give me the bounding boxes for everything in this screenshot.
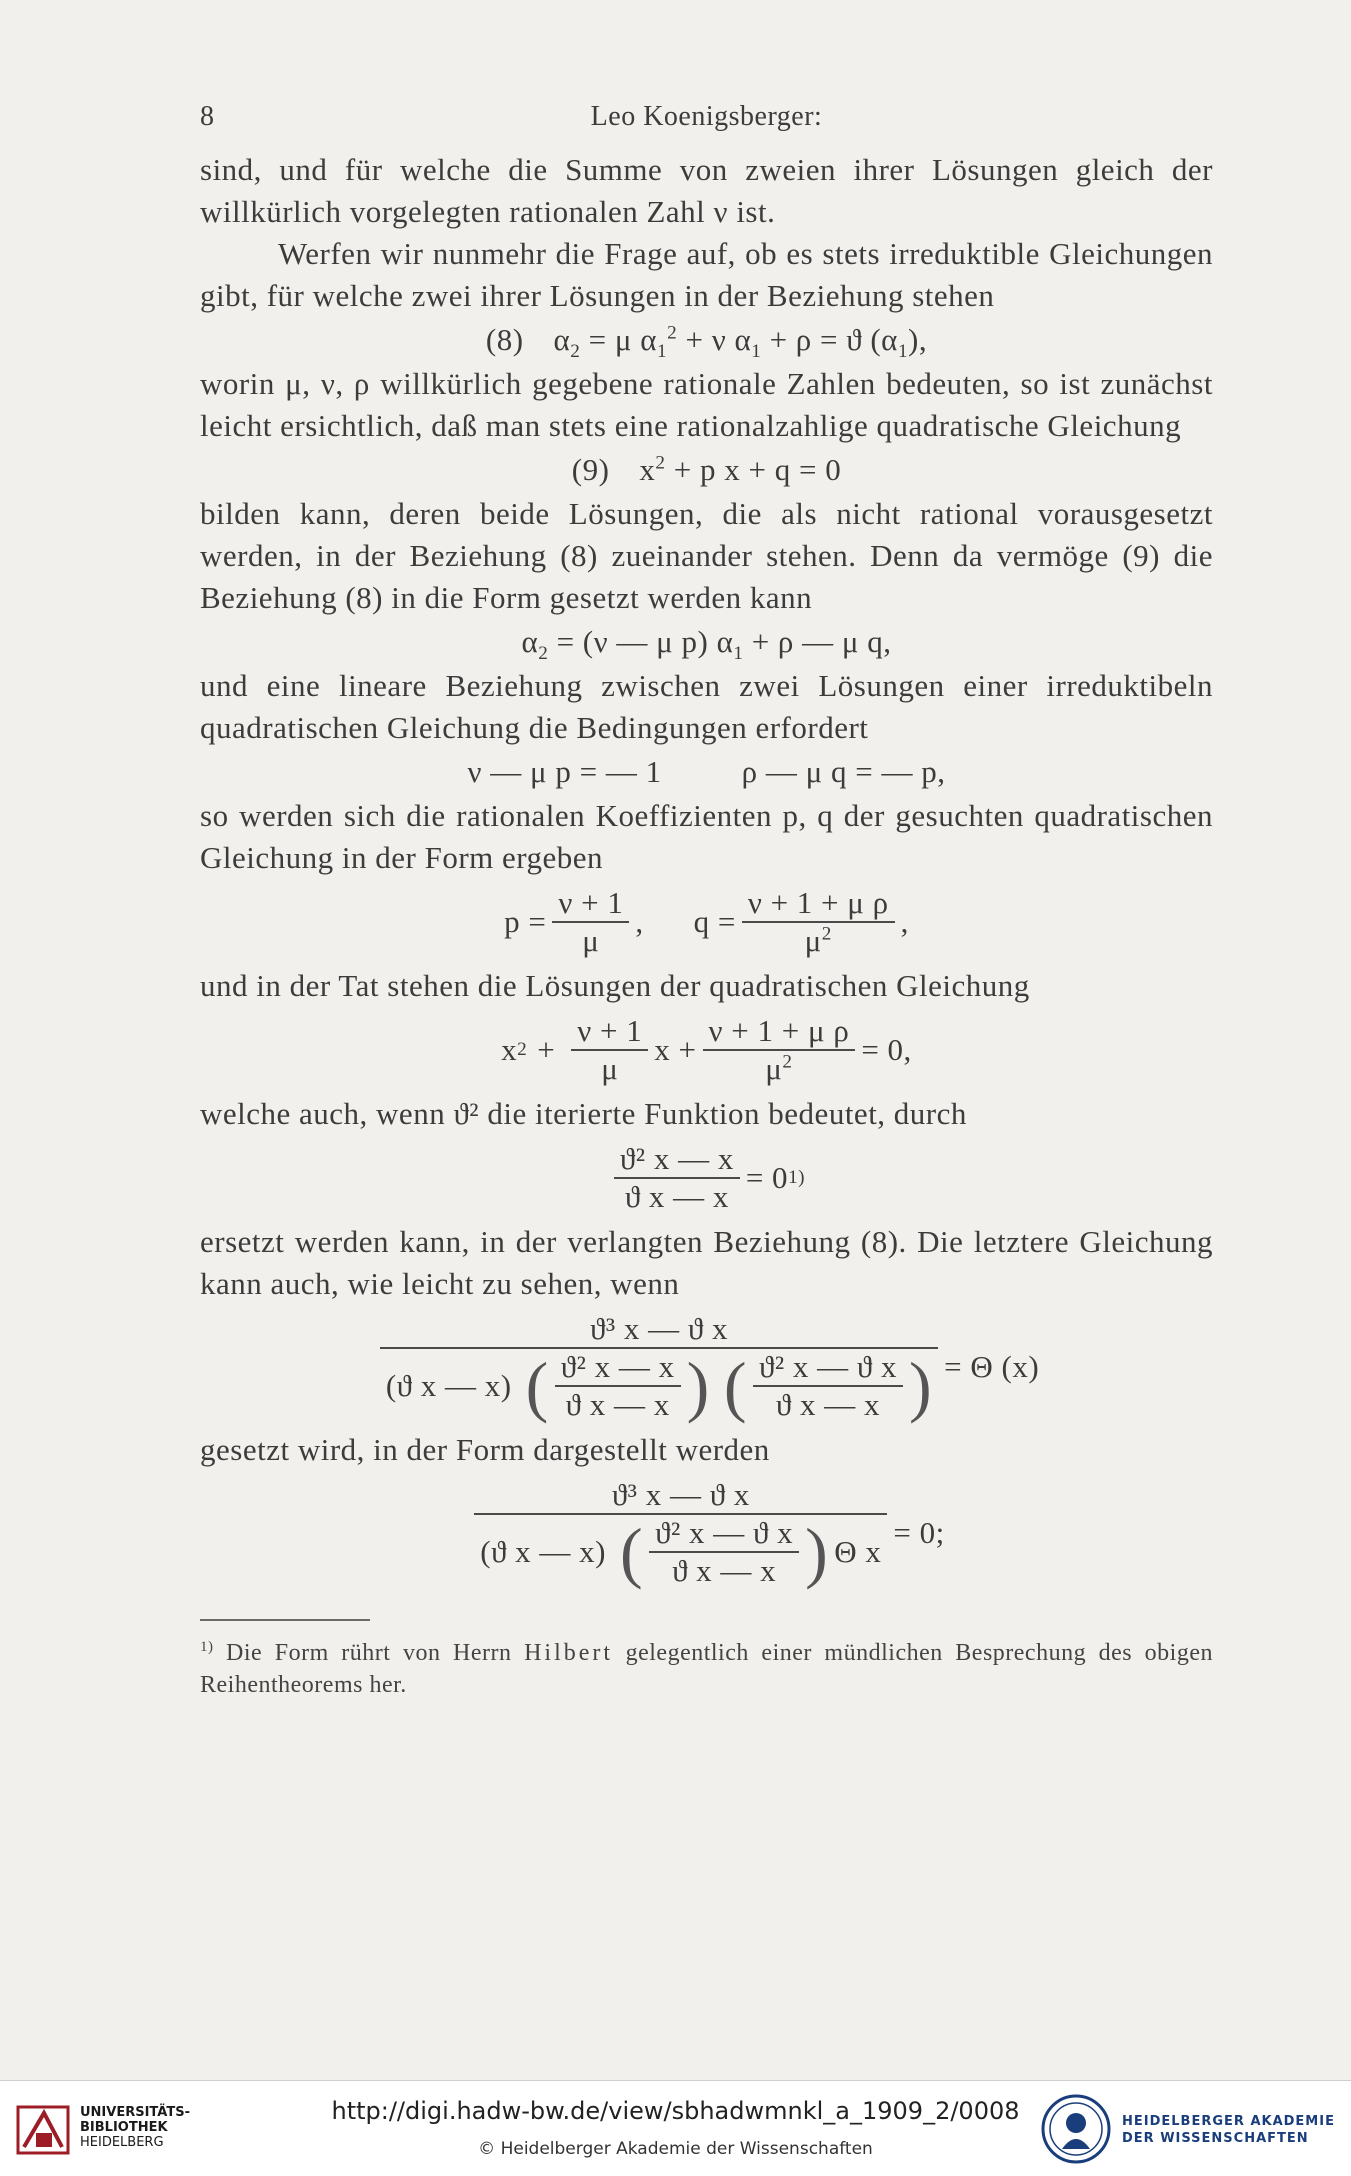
page-number: 8 bbox=[200, 101, 215, 132]
paragraph-9: ersetzt werden kann, in der verlangten Beziehung (8). Die letztere Gleichung kann auch, wie leicht zu sehen, wenn bbox=[200, 1224, 1213, 1301]
running-title: Leo Koenigsberger: bbox=[590, 101, 823, 132]
equation-theta: ϑ³ x — ϑ x (ϑ x — x) ( $\frac{\text{ϑ² x — x}}{\text{ϑ x — x}}$ ) ( $\frac{\text{ϑ² x — ϑ x}}{\text{ϑ x — x}}$ ) = Θ (x) bbox=[200, 1311, 1213, 1423]
paragraph-5: und eine lineare Beziehung zwischen zwei Lösungen einer irreduktibeln quadratischen Gleichung die Bedingungen erfordert bbox=[200, 668, 1213, 745]
page-text bbox=[200, 95, 1213, 1701]
paragraph-4: bilden kann, deren beide Lösungen, die als nicht rational vorausgesetzt werden, in der Beziehung (8) zueinander stehen. Denn da vermöge (9) die Beziehung (8) in die Form gesetzt werden kann bbox=[200, 496, 1213, 615]
paragraph-7: und in der Tat stehen die Lösungen der quadratischen Gleichung bbox=[200, 968, 1030, 1003]
footnote-rule bbox=[200, 1619, 370, 1621]
equation-8: (8) $\alpha_2 = \mu$ $\alpha_1^2 + \nu$ $\alpha_1 + \rho = ϑ$ $(\alpha_1)$, bbox=[485, 322, 928, 363]
equation-final: ϑ³ x — ϑ x (ϑ x — x) ( $\frac{\text{ϑ² x — ϑ x}}{\text{ϑ x — x}}$ ) Θ x = 0; bbox=[200, 1477, 1213, 1589]
copyright-notice: © Heidelberger Akademie der Wissenschaften bbox=[478, 2139, 873, 2159]
page-header bbox=[200, 95, 1213, 145]
equation-p-q: p = $\frac{\nu + 1}{\mu}$ , q = $\frac{\text{ν + 1 + μ ρ}}{\mu^2}$ , bbox=[504, 885, 909, 958]
equation-quadratic: x 2 + $\frac{\nu + 1}{\mu}$ x + $\frac{\text{ν + 1 + μ ρ}}{\mu^2}$ = 0, bbox=[501, 1013, 912, 1086]
paragraph-2: Werfen wir nunmehr die Frage auf, ob es stets irreduktible Gleichungen gibt, für welche zwei ihrer Lösungen in der Beziehung stehen bbox=[200, 236, 1213, 313]
paragraph-8: welche auch, wenn ϑ² die iterierte Funktion bedeutet, durch bbox=[200, 1096, 967, 1131]
equation-conditions: ν — μ p = — 1 ρ — μ q = — p, bbox=[467, 754, 946, 789]
footnote: $^{1)}$ Die Form rührt von Herrn Hilbert gelegentlich einer mündlichen Besprechung des obigen Reihentheorems her. bbox=[200, 1639, 1213, 1698]
viewer-footer bbox=[0, 2080, 1351, 2176]
paragraph-6: so werden sich die rationalen Koeffizienten p, q der gesuchten quadratischen Gleichung in der Form ergeben bbox=[200, 798, 1213, 875]
equation-9: (9) $x^2 + p$ x + q = 0 bbox=[571, 452, 842, 487]
university-library-name: UNIVERSITÄTS- BIBLIOTHEK HEIDELBERG bbox=[80, 2105, 190, 2150]
paragraph-10: gesetzt wird, in der Form dargestellt werden bbox=[200, 1432, 770, 1467]
equation-iterated: $\frac{\text{ϑ² x — x}}{\text{ϑ x — x}}$ = 0 1) bbox=[200, 1141, 1213, 1215]
equation-alpha2: $\alpha_2 = (\nu$ — μ p) $\alpha_1 + \rho$ — μ q, bbox=[521, 624, 892, 665]
page-url-link[interactable]: http://digi.hadw-bw.de/view/sbhadwmnkl_a_1909_2/0008 bbox=[331, 2097, 1020, 2125]
paragraph-3: worin μ, ν, ρ willkürlich gegebene rationale Zahlen bedeuten, so ist zunächst leicht ersichtlich, daß man stets eine rationalzahlige quadratische Gleichung bbox=[200, 366, 1213, 443]
academy-name: HEIDELBERGER AKADEMIE DER WISSENSCHAFTEN bbox=[1122, 2114, 1335, 2146]
academy-seal-icon bbox=[1040, 2093, 1112, 2165]
paragraph-1: sind, und für welche die Summe von zweien ihrer Lösungen gleich der willkürlich vorgelegten rationalen Zahl ν ist. bbox=[200, 152, 1213, 229]
